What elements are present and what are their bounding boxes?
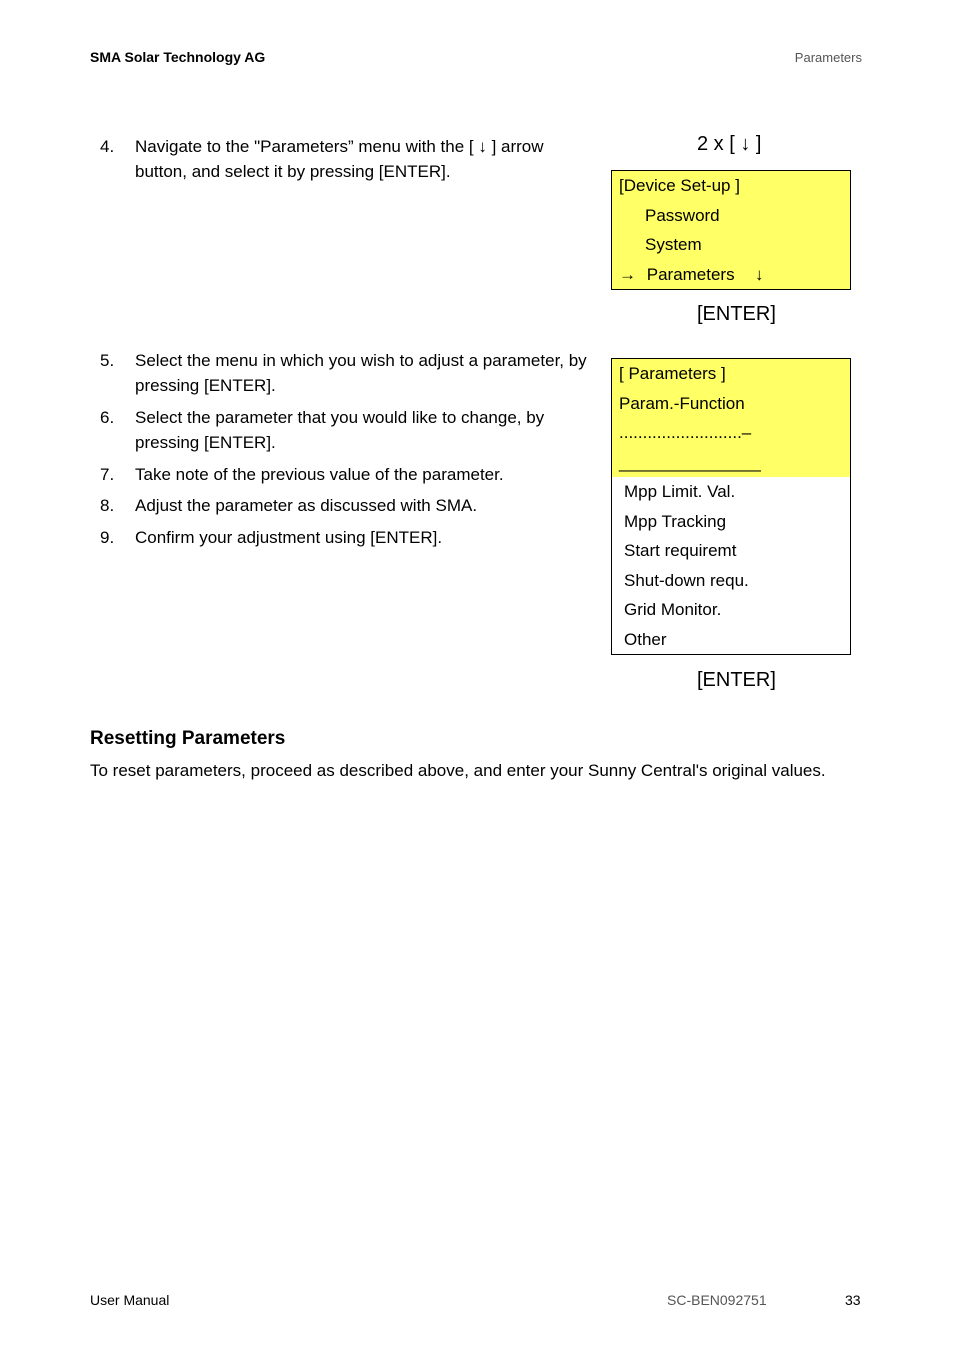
param-value-dots: ..........................–	[619, 423, 752, 442]
section-title: Resetting Parameters	[90, 728, 286, 749]
key-hint-2x-down: 2 x [ ↓ ]	[697, 133, 762, 155]
step-text: Select the menu in which you wish to adjust a parameter, by pressing [ENTER].	[135, 351, 587, 395]
step-8	[90, 493, 600, 518]
panel-title: [ Parameters ]	[619, 364, 726, 383]
arrow-right-icon: →	[619, 264, 636, 284]
arrow-down-icon: ↓	[755, 264, 764, 284]
list-item: Shut-down requ.	[624, 570, 749, 590]
step-6	[90, 405, 600, 455]
list-item: Mpp Limit. Val.	[624, 482, 736, 501]
header-company: SMA Solar Technology AG	[90, 49, 266, 65]
list-item: Grid Monitor.	[624, 600, 722, 619]
param-function-label: Param.-Function	[619, 393, 745, 413]
step-text: Select the parameter that you would like to change, by pressing [ENTER].	[135, 408, 545, 452]
step-number: 6.	[100, 408, 115, 427]
param-list	[612, 477, 850, 654]
step-number: 9.	[100, 528, 115, 547]
header-section: Parameters	[794, 50, 862, 65]
page-number: 33	[845, 1292, 861, 1308]
key-hint-enter: [ENTER]	[697, 303, 776, 325]
panel-highlight	[612, 359, 850, 477]
menu-item-password: Password	[645, 205, 720, 225]
step-9	[90, 525, 600, 550]
key-hint-enter: [ENTER]	[697, 669, 776, 691]
step-number: 5.	[100, 351, 115, 370]
step-text: Confirm your adjustment using [ENTER].	[135, 528, 443, 547]
step-text: Adjust the parameter as discussed with SMA.	[135, 496, 478, 515]
list-item: Mpp Tracking	[624, 511, 727, 531]
step-5	[90, 348, 600, 398]
section-text: To reset parameters, proceed as described above, and enter your Sunny Central's original values.	[90, 761, 826, 780]
menu-item-label: Parameters	[646, 264, 735, 284]
step-text: Take note of the previous value of the parameter.	[135, 465, 504, 484]
step-number: 7.	[100, 465, 115, 484]
panel-title: [Device Set-up ]	[619, 176, 740, 195]
menu-item-parameters-selected	[612, 260, 850, 290]
menu-item-system: System	[645, 235, 702, 254]
step-number: 8.	[100, 496, 115, 515]
footer-doc: User Manual	[90, 1292, 170, 1308]
step-text: Navigate to the "Parameters” menu with the [ ↓ ] arrow button, and select it by pressing [ENTER].	[135, 137, 544, 181]
param-value-line: _______________	[619, 452, 761, 472]
footer-code: SC-BEN092751	[667, 1292, 767, 1308]
list-item: Other	[624, 629, 667, 649]
list-item: Start requiremt	[624, 541, 737, 560]
display-panel-device-setup	[611, 170, 851, 290]
step-4	[90, 134, 600, 184]
step-7	[90, 462, 600, 487]
step-number: 4.	[100, 137, 115, 156]
display-panel-parameters	[611, 358, 851, 655]
